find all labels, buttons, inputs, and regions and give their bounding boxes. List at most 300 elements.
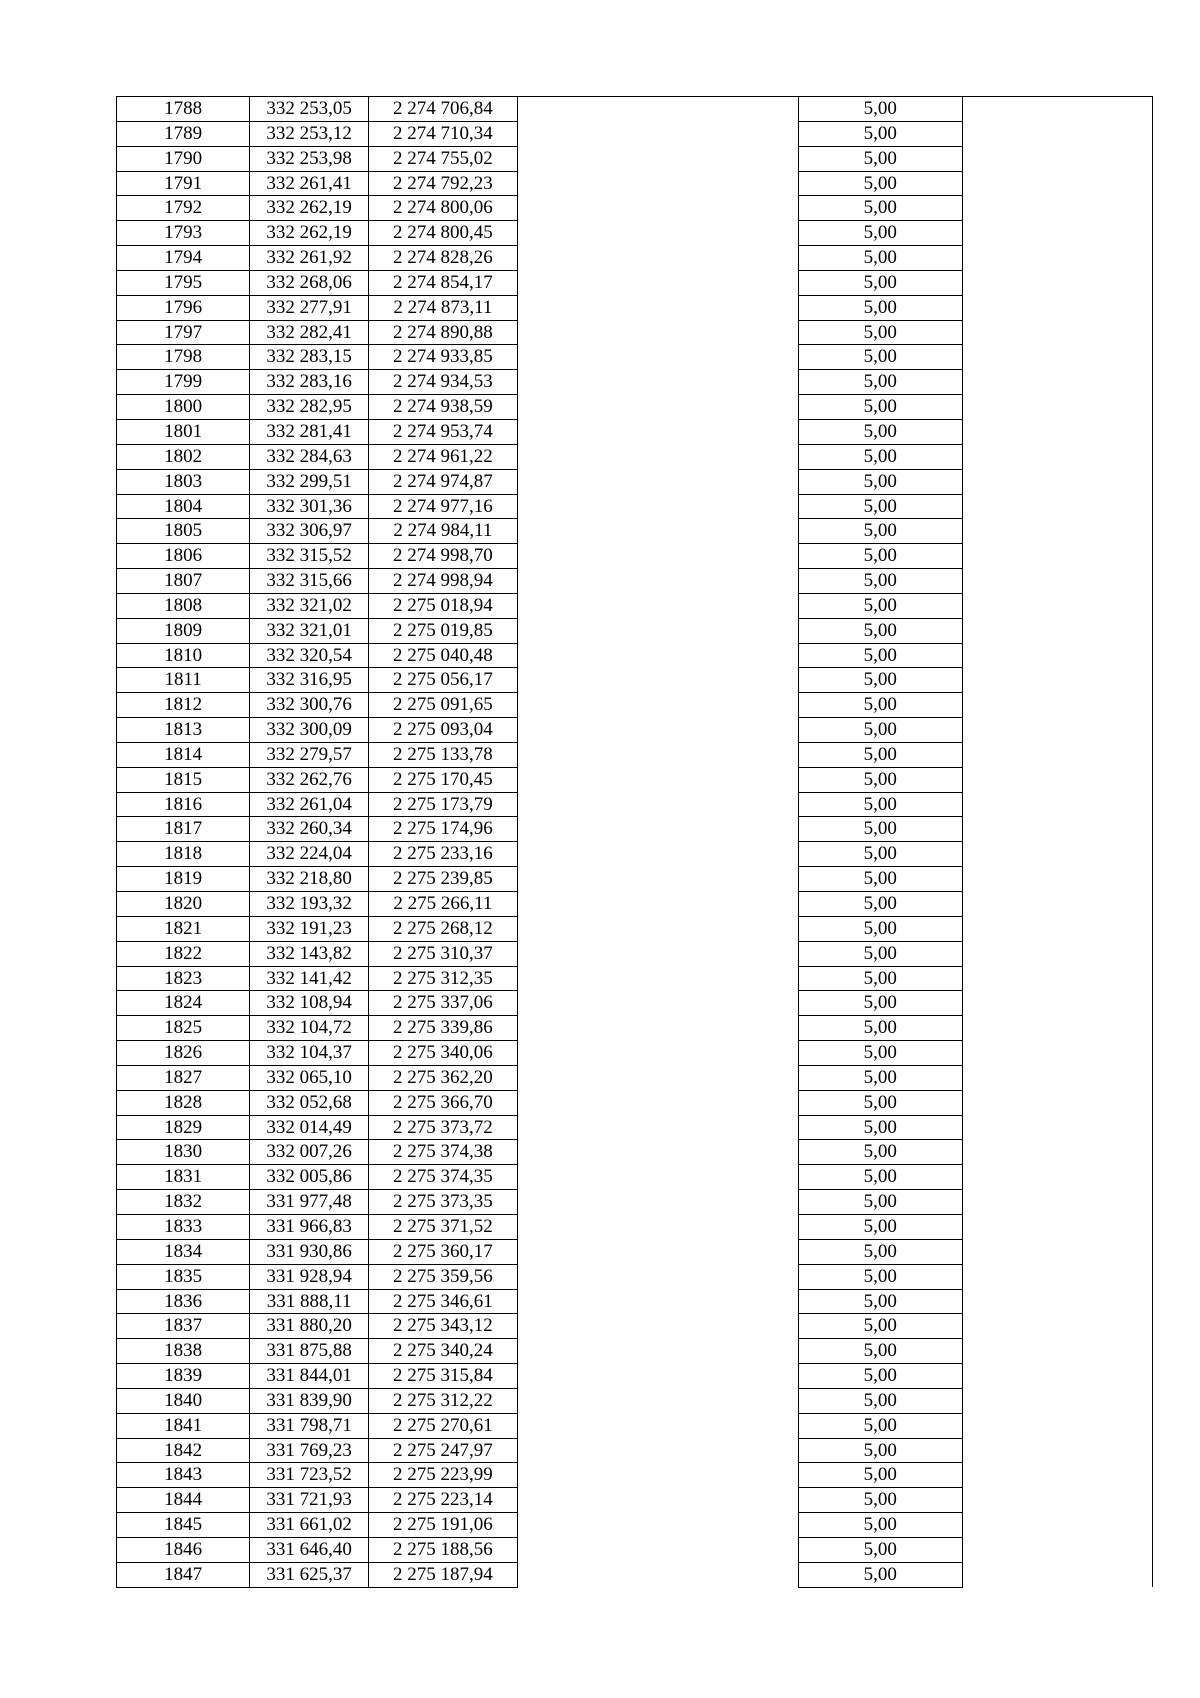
empty-cell xyxy=(517,892,798,917)
point-number-cell: 1830 xyxy=(117,1140,250,1165)
point-number-cell: 1826 xyxy=(117,1041,250,1066)
point-number-cell: 1824 xyxy=(117,991,250,1016)
empty-cell xyxy=(517,991,798,1016)
empty-cell xyxy=(517,668,798,693)
point-number-cell: 1799 xyxy=(117,370,250,395)
table-row xyxy=(117,1090,1153,1115)
x-coordinate-cell: 331 930,86 xyxy=(250,1239,369,1264)
x-coordinate-cell: 331 721,93 xyxy=(250,1488,369,1513)
empty-cell xyxy=(517,1463,798,1488)
empty-cell xyxy=(517,419,798,444)
x-coordinate-cell: 331 646,40 xyxy=(250,1537,369,1562)
table-row xyxy=(117,444,1153,469)
empty-cell xyxy=(962,1488,1152,1513)
table-row xyxy=(117,817,1153,842)
x-coordinate-cell: 331 875,88 xyxy=(250,1339,369,1364)
table-row xyxy=(117,1140,1153,1165)
y-coordinate-cell: 2 275 373,72 xyxy=(369,1115,518,1140)
y-coordinate-cell: 2 274 933,85 xyxy=(369,345,518,370)
point-number-cell: 1840 xyxy=(117,1388,250,1413)
point-number-cell: 1806 xyxy=(117,544,250,569)
accuracy-value-cell: 5,00 xyxy=(798,1562,962,1587)
y-coordinate-cell: 2 275 093,04 xyxy=(369,718,518,743)
empty-cell xyxy=(962,792,1152,817)
y-coordinate-cell: 2 275 310,37 xyxy=(369,941,518,966)
x-coordinate-cell: 332 300,76 xyxy=(250,693,369,718)
y-coordinate-cell: 2 275 174,96 xyxy=(369,817,518,842)
table-row xyxy=(117,146,1153,171)
y-coordinate-cell: 2 275 266,11 xyxy=(369,892,518,917)
y-coordinate-cell: 2 275 233,16 xyxy=(369,842,518,867)
point-number-cell: 1814 xyxy=(117,742,250,767)
x-coordinate-cell: 332 218,80 xyxy=(250,867,369,892)
point-number-cell: 1818 xyxy=(117,842,250,867)
accuracy-value-cell: 5,00 xyxy=(798,444,962,469)
coordinates-table xyxy=(116,96,1153,1588)
x-coordinate-cell: 331 798,71 xyxy=(250,1413,369,1438)
empty-cell xyxy=(517,1090,798,1115)
table-row xyxy=(117,270,1153,295)
accuracy-value-cell: 5,00 xyxy=(798,569,962,594)
y-coordinate-cell: 2 274 710,34 xyxy=(369,121,518,146)
point-number-cell: 1789 xyxy=(117,121,250,146)
x-coordinate-cell: 332 253,12 xyxy=(250,121,369,146)
table-row xyxy=(117,97,1153,122)
empty-cell xyxy=(962,867,1152,892)
empty-cell xyxy=(517,1339,798,1364)
accuracy-value-cell: 5,00 xyxy=(798,842,962,867)
table-row xyxy=(117,419,1153,444)
accuracy-value-cell: 5,00 xyxy=(798,196,962,221)
y-coordinate-cell: 2 275 040,48 xyxy=(369,643,518,668)
x-coordinate-cell: 332 261,41 xyxy=(250,171,369,196)
accuracy-value-cell: 5,00 xyxy=(798,1140,962,1165)
point-number-cell: 1836 xyxy=(117,1289,250,1314)
accuracy-value-cell: 5,00 xyxy=(798,767,962,792)
accuracy-value-cell: 5,00 xyxy=(798,97,962,122)
y-coordinate-cell: 2 274 984,11 xyxy=(369,519,518,544)
empty-cell xyxy=(517,1065,798,1090)
point-number-cell: 1792 xyxy=(117,196,250,221)
empty-cell xyxy=(517,320,798,345)
y-coordinate-cell: 2 274 890,88 xyxy=(369,320,518,345)
point-number-cell: 1835 xyxy=(117,1264,250,1289)
point-number-cell: 1838 xyxy=(117,1339,250,1364)
empty-cell xyxy=(962,1289,1152,1314)
point-number-cell: 1847 xyxy=(117,1562,250,1587)
empty-cell xyxy=(517,1289,798,1314)
point-number-cell: 1817 xyxy=(117,817,250,842)
x-coordinate-cell: 332 005,86 xyxy=(250,1165,369,1190)
empty-cell xyxy=(517,1214,798,1239)
x-coordinate-cell: 331 928,94 xyxy=(250,1264,369,1289)
empty-cell xyxy=(517,569,798,594)
x-coordinate-cell: 331 625,37 xyxy=(250,1562,369,1587)
x-coordinate-cell: 332 306,97 xyxy=(250,519,369,544)
accuracy-value-cell: 5,00 xyxy=(798,1065,962,1090)
empty-cell xyxy=(517,1140,798,1165)
empty-cell xyxy=(517,618,798,643)
empty-cell xyxy=(962,1413,1152,1438)
empty-cell xyxy=(962,1513,1152,1538)
empty-cell xyxy=(962,593,1152,618)
accuracy-value-cell: 5,00 xyxy=(798,469,962,494)
empty-cell xyxy=(962,419,1152,444)
y-coordinate-cell: 2 274 977,16 xyxy=(369,494,518,519)
accuracy-value-cell: 5,00 xyxy=(798,419,962,444)
table-row xyxy=(117,221,1153,246)
x-coordinate-cell: 332 253,05 xyxy=(250,97,369,122)
empty-cell xyxy=(517,469,798,494)
empty-cell xyxy=(517,196,798,221)
point-number-cell: 1825 xyxy=(117,1016,250,1041)
empty-cell xyxy=(517,1264,798,1289)
point-number-cell: 1804 xyxy=(117,494,250,519)
empty-cell xyxy=(517,1413,798,1438)
empty-cell xyxy=(517,1041,798,1066)
y-coordinate-cell: 2 274 998,94 xyxy=(369,569,518,594)
x-coordinate-cell: 332 268,06 xyxy=(250,270,369,295)
empty-cell xyxy=(962,1041,1152,1066)
table-row xyxy=(117,867,1153,892)
y-coordinate-cell: 2 275 247,97 xyxy=(369,1438,518,1463)
empty-cell xyxy=(962,1165,1152,1190)
empty-cell xyxy=(962,1314,1152,1339)
accuracy-value-cell: 5,00 xyxy=(798,171,962,196)
y-coordinate-cell: 2 275 312,22 xyxy=(369,1388,518,1413)
accuracy-value-cell: 5,00 xyxy=(798,867,962,892)
empty-cell xyxy=(517,246,798,271)
empty-cell xyxy=(517,270,798,295)
accuracy-value-cell: 5,00 xyxy=(798,345,962,370)
table-row xyxy=(117,643,1153,668)
table-row xyxy=(117,370,1153,395)
empty-cell xyxy=(517,1115,798,1140)
empty-cell xyxy=(962,1463,1152,1488)
point-number-cell: 1844 xyxy=(117,1488,250,1513)
x-coordinate-cell: 332 007,26 xyxy=(250,1140,369,1165)
accuracy-value-cell: 5,00 xyxy=(798,817,962,842)
table-row xyxy=(117,842,1153,867)
empty-cell xyxy=(962,370,1152,395)
empty-cell xyxy=(962,718,1152,743)
accuracy-value-cell: 5,00 xyxy=(798,1388,962,1413)
table-row xyxy=(117,991,1153,1016)
point-number-cell: 1800 xyxy=(117,395,250,420)
point-number-cell: 1832 xyxy=(117,1190,250,1215)
x-coordinate-cell: 332 284,63 xyxy=(250,444,369,469)
empty-cell xyxy=(517,842,798,867)
accuracy-value-cell: 5,00 xyxy=(798,1463,962,1488)
x-coordinate-cell: 332 052,68 xyxy=(250,1090,369,1115)
empty-cell xyxy=(962,146,1152,171)
table-row xyxy=(117,395,1153,420)
table-row xyxy=(117,1065,1153,1090)
table-row xyxy=(117,569,1153,594)
empty-cell xyxy=(962,494,1152,519)
accuracy-value-cell: 5,00 xyxy=(798,370,962,395)
empty-cell xyxy=(962,1438,1152,1463)
x-coordinate-cell: 332 143,82 xyxy=(250,941,369,966)
empty-cell xyxy=(962,444,1152,469)
empty-cell xyxy=(517,643,798,668)
x-coordinate-cell: 332 191,23 xyxy=(250,916,369,941)
table-row xyxy=(117,668,1153,693)
point-number-cell: 1821 xyxy=(117,916,250,941)
y-coordinate-cell: 2 275 018,94 xyxy=(369,593,518,618)
empty-cell xyxy=(962,916,1152,941)
y-coordinate-cell: 2 275 339,86 xyxy=(369,1016,518,1041)
empty-cell xyxy=(517,767,798,792)
accuracy-value-cell: 5,00 xyxy=(798,1264,962,1289)
table-row xyxy=(117,121,1153,146)
empty-cell xyxy=(517,916,798,941)
empty-cell xyxy=(962,1339,1152,1364)
empty-cell xyxy=(517,593,798,618)
point-number-cell: 1809 xyxy=(117,618,250,643)
table-row xyxy=(117,1537,1153,1562)
accuracy-value-cell: 5,00 xyxy=(798,270,962,295)
point-number-cell: 1805 xyxy=(117,519,250,544)
accuracy-value-cell: 5,00 xyxy=(798,1165,962,1190)
empty-cell xyxy=(517,97,798,122)
table-row xyxy=(117,966,1153,991)
accuracy-value-cell: 5,00 xyxy=(798,320,962,345)
y-coordinate-cell: 2 274 953,74 xyxy=(369,419,518,444)
x-coordinate-cell: 332 279,57 xyxy=(250,742,369,767)
empty-cell xyxy=(517,1190,798,1215)
x-coordinate-cell: 332 262,19 xyxy=(250,196,369,221)
accuracy-value-cell: 5,00 xyxy=(798,668,962,693)
y-coordinate-cell: 2 274 800,06 xyxy=(369,196,518,221)
point-number-cell: 1829 xyxy=(117,1115,250,1140)
table-row xyxy=(117,1413,1153,1438)
x-coordinate-cell: 332 282,41 xyxy=(250,320,369,345)
y-coordinate-cell: 2 275 360,17 xyxy=(369,1239,518,1264)
empty-cell xyxy=(962,1364,1152,1389)
accuracy-value-cell: 5,00 xyxy=(798,1090,962,1115)
empty-cell xyxy=(962,742,1152,767)
point-number-cell: 1815 xyxy=(117,767,250,792)
y-coordinate-cell: 2 275 371,52 xyxy=(369,1214,518,1239)
accuracy-value-cell: 5,00 xyxy=(798,1438,962,1463)
empty-cell xyxy=(517,1438,798,1463)
accuracy-value-cell: 5,00 xyxy=(798,1041,962,1066)
accuracy-value-cell: 5,00 xyxy=(798,1339,962,1364)
accuracy-value-cell: 5,00 xyxy=(798,1488,962,1513)
y-coordinate-cell: 2 275 191,06 xyxy=(369,1513,518,1538)
table-row xyxy=(117,469,1153,494)
x-coordinate-cell: 332 261,04 xyxy=(250,792,369,817)
accuracy-value-cell: 5,00 xyxy=(798,941,962,966)
empty-cell xyxy=(517,519,798,544)
x-coordinate-cell: 332 141,42 xyxy=(250,966,369,991)
table-row xyxy=(117,1239,1153,1264)
y-coordinate-cell: 2 274 938,59 xyxy=(369,395,518,420)
accuracy-value-cell: 5,00 xyxy=(798,1537,962,1562)
point-number-cell: 1822 xyxy=(117,941,250,966)
accuracy-value-cell: 5,00 xyxy=(798,1239,962,1264)
empty-cell xyxy=(962,97,1152,122)
table-row xyxy=(117,1388,1153,1413)
x-coordinate-cell: 331 888,11 xyxy=(250,1289,369,1314)
table-row xyxy=(117,916,1153,941)
empty-cell xyxy=(962,544,1152,569)
point-number-cell: 1794 xyxy=(117,246,250,271)
empty-cell xyxy=(517,221,798,246)
empty-cell xyxy=(517,171,798,196)
table-row xyxy=(117,246,1153,271)
empty-cell xyxy=(962,643,1152,668)
empty-cell xyxy=(962,1140,1152,1165)
accuracy-value-cell: 5,00 xyxy=(798,966,962,991)
table-row xyxy=(117,171,1153,196)
empty-cell xyxy=(517,742,798,767)
table-row xyxy=(117,1513,1153,1538)
empty-cell xyxy=(517,1016,798,1041)
table-row xyxy=(117,618,1153,643)
x-coordinate-cell: 332 065,10 xyxy=(250,1065,369,1090)
x-coordinate-cell: 331 839,90 xyxy=(250,1388,369,1413)
x-coordinate-cell: 332 277,91 xyxy=(250,295,369,320)
table-row xyxy=(117,1115,1153,1140)
empty-cell xyxy=(517,1488,798,1513)
empty-cell xyxy=(517,395,798,420)
accuracy-value-cell: 5,00 xyxy=(798,1115,962,1140)
empty-cell xyxy=(962,693,1152,718)
point-number-cell: 1841 xyxy=(117,1413,250,1438)
table-row xyxy=(117,718,1153,743)
table-row xyxy=(117,295,1153,320)
point-number-cell: 1831 xyxy=(117,1165,250,1190)
empty-cell xyxy=(517,1562,798,1587)
point-number-cell: 1823 xyxy=(117,966,250,991)
point-number-cell: 1810 xyxy=(117,643,250,668)
table-row xyxy=(117,742,1153,767)
y-coordinate-cell: 2 275 188,56 xyxy=(369,1537,518,1562)
accuracy-value-cell: 5,00 xyxy=(798,693,962,718)
point-number-cell: 1837 xyxy=(117,1314,250,1339)
empty-cell xyxy=(962,395,1152,420)
empty-cell xyxy=(517,693,798,718)
accuracy-value-cell: 5,00 xyxy=(798,246,962,271)
point-number-cell: 1796 xyxy=(117,295,250,320)
y-coordinate-cell: 2 275 362,20 xyxy=(369,1065,518,1090)
empty-cell xyxy=(517,941,798,966)
empty-cell xyxy=(517,966,798,991)
empty-cell xyxy=(962,295,1152,320)
accuracy-value-cell: 5,00 xyxy=(798,395,962,420)
y-coordinate-cell: 2 275 315,84 xyxy=(369,1364,518,1389)
point-number-cell: 1842 xyxy=(117,1438,250,1463)
y-coordinate-cell: 2 274 974,87 xyxy=(369,469,518,494)
y-coordinate-cell: 2 275 091,65 xyxy=(369,693,518,718)
empty-cell xyxy=(962,1016,1152,1041)
empty-cell xyxy=(962,569,1152,594)
table-row xyxy=(117,320,1153,345)
accuracy-value-cell: 5,00 xyxy=(798,295,962,320)
point-number-cell: 1788 xyxy=(117,97,250,122)
x-coordinate-cell: 331 661,02 xyxy=(250,1513,369,1538)
y-coordinate-cell: 2 275 056,17 xyxy=(369,668,518,693)
x-coordinate-cell: 332 261,92 xyxy=(250,246,369,271)
point-number-cell: 1808 xyxy=(117,593,250,618)
point-number-cell: 1846 xyxy=(117,1537,250,1562)
y-coordinate-cell: 2 275 373,35 xyxy=(369,1190,518,1215)
table-row xyxy=(117,494,1153,519)
empty-cell xyxy=(962,1264,1152,1289)
empty-cell xyxy=(517,1388,798,1413)
y-coordinate-cell: 2 275 223,14 xyxy=(369,1488,518,1513)
empty-cell xyxy=(962,345,1152,370)
x-coordinate-cell: 332 262,76 xyxy=(250,767,369,792)
table-row xyxy=(117,593,1153,618)
y-coordinate-cell: 2 275 312,35 xyxy=(369,966,518,991)
y-coordinate-cell: 2 275 340,06 xyxy=(369,1041,518,1066)
table-row xyxy=(117,1165,1153,1190)
accuracy-value-cell: 5,00 xyxy=(798,544,962,569)
empty-cell xyxy=(962,270,1152,295)
x-coordinate-cell: 332 262,19 xyxy=(250,221,369,246)
point-number-cell: 1811 xyxy=(117,668,250,693)
table-row xyxy=(117,1364,1153,1389)
empty-cell xyxy=(962,1562,1152,1587)
point-number-cell: 1797 xyxy=(117,320,250,345)
y-coordinate-cell: 2 275 019,85 xyxy=(369,618,518,643)
empty-cell xyxy=(517,345,798,370)
accuracy-value-cell: 5,00 xyxy=(798,1513,962,1538)
empty-cell xyxy=(517,1165,798,1190)
empty-cell xyxy=(517,1314,798,1339)
table-row xyxy=(117,1339,1153,1364)
empty-cell xyxy=(517,444,798,469)
x-coordinate-cell: 332 320,54 xyxy=(250,643,369,668)
y-coordinate-cell: 2 274 934,53 xyxy=(369,370,518,395)
empty-cell xyxy=(517,792,798,817)
accuracy-value-cell: 5,00 xyxy=(798,1289,962,1314)
table-row xyxy=(117,792,1153,817)
y-coordinate-cell: 2 275 359,56 xyxy=(369,1264,518,1289)
table-row xyxy=(117,1016,1153,1041)
accuracy-value-cell: 5,00 xyxy=(798,643,962,668)
x-coordinate-cell: 332 108,94 xyxy=(250,991,369,1016)
accuracy-value-cell: 5,00 xyxy=(798,1314,962,1339)
accuracy-value-cell: 5,00 xyxy=(798,1364,962,1389)
point-number-cell: 1813 xyxy=(117,718,250,743)
x-coordinate-cell: 332 315,66 xyxy=(250,569,369,594)
empty-cell xyxy=(962,1065,1152,1090)
y-coordinate-cell: 2 274 873,11 xyxy=(369,295,518,320)
y-coordinate-cell: 2 275 337,06 xyxy=(369,991,518,1016)
x-coordinate-cell: 331 966,83 xyxy=(250,1214,369,1239)
table-row xyxy=(117,1041,1153,1066)
x-coordinate-cell: 331 844,01 xyxy=(250,1364,369,1389)
empty-cell xyxy=(962,668,1152,693)
accuracy-value-cell: 5,00 xyxy=(798,718,962,743)
empty-cell xyxy=(962,1190,1152,1215)
accuracy-value-cell: 5,00 xyxy=(798,519,962,544)
accuracy-value-cell: 5,00 xyxy=(798,1016,962,1041)
accuracy-value-cell: 5,00 xyxy=(798,146,962,171)
empty-cell xyxy=(517,494,798,519)
point-number-cell: 1834 xyxy=(117,1239,250,1264)
x-coordinate-cell: 332 104,37 xyxy=(250,1041,369,1066)
y-coordinate-cell: 2 274 706,84 xyxy=(369,97,518,122)
y-coordinate-cell: 2 275 223,99 xyxy=(369,1463,518,1488)
table-row xyxy=(117,767,1153,792)
table-row xyxy=(117,1438,1153,1463)
x-coordinate-cell: 332 300,09 xyxy=(250,718,369,743)
